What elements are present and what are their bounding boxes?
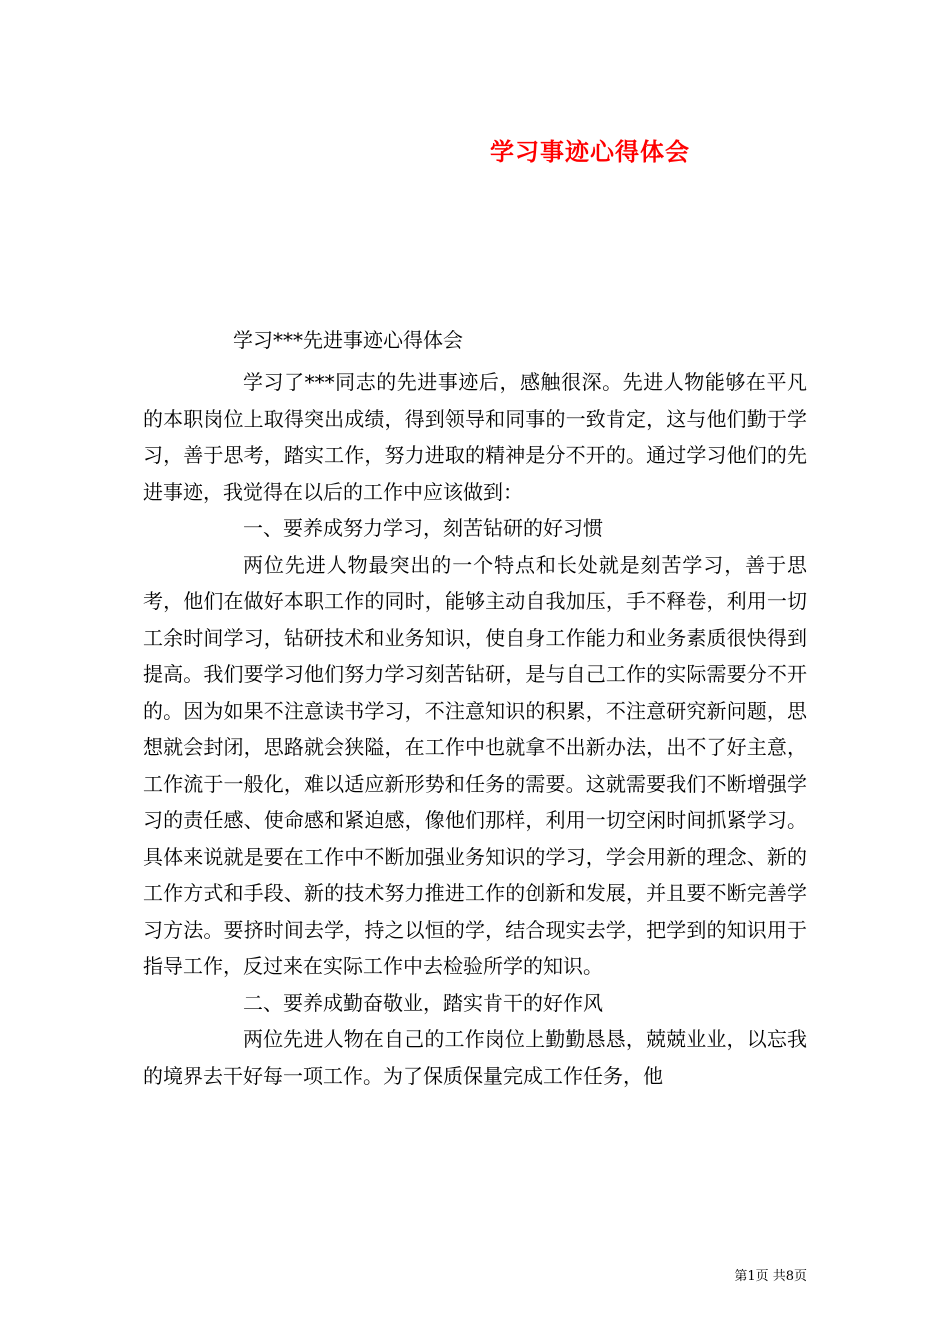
body-text [143,364,807,1094]
paragraph-intro: 学习了***同志的先进事迹后，感触很深。先进人物能够在平凡的本职岗位上取得突出成绩，得到领导和同事的一致肯定，这与他们勤于学习，善于思考，踏实工作，努力进取的精神是分不开的。通过学习他们的先进事迹，我觉得在以后的工作中应该做到： [143,370,807,504]
paragraph-section-2: 两位先进人物在自己的工作岗位上勤勤恳恳，兢兢业业，以忘我的境界去干好每一项工作。为了保质保量完成工作任务，他 [143,1027,807,1088]
subtitle: 学习***先进事迹心得体会 [233,328,463,352]
paragraph-section-1: 两位先进人物最突出的一个特点和长处就是刻苦学习，善于思考，他们在做好本职工作的同时，能够主动自我加压，手不释卷，利用一切工余时间学习，钻研技术和业务知识，使自身工作能力和业务素质很快得到提高。我们要学习他们努力学习刻苦钻研，是与自己工作的实际需要分不开的。因为如果不注意读书学习，不注意知识的积累，不注意研究新问题，思想就会封闭，思路就会狭隘，在工作中也就拿不出新办法，出不了好主意，工作流于一般化，难以适应新形势和任务的需要。这就需要我们不断增强学习的责任感、使命感和紧迫感，像他们那样，利用一切空闲时间抓紧学习。具体来说就是要在工作中不断加强业务知识的学习，学会用新的理念、新的工作方式和手段、新的技术努力推进工作的创新和发展，并且要不断完善学习方法。要挤时间去学，持之以恒的学，结合现实去学，把学到的知识用于指导工作，反过来在实际工作中去检验所学的知识。 [143,552,807,978]
page-title: 学习事迹心得体会 [490,137,690,166]
page-number: 第1页 共8页 [734,1269,807,1284]
section-heading-2: 二、要养成勤奋敬业，踏实肯干的好作风 [243,990,603,1015]
section-heading-1: 一、要养成努力学习，刻苦钻研的好习惯 [243,516,603,540]
